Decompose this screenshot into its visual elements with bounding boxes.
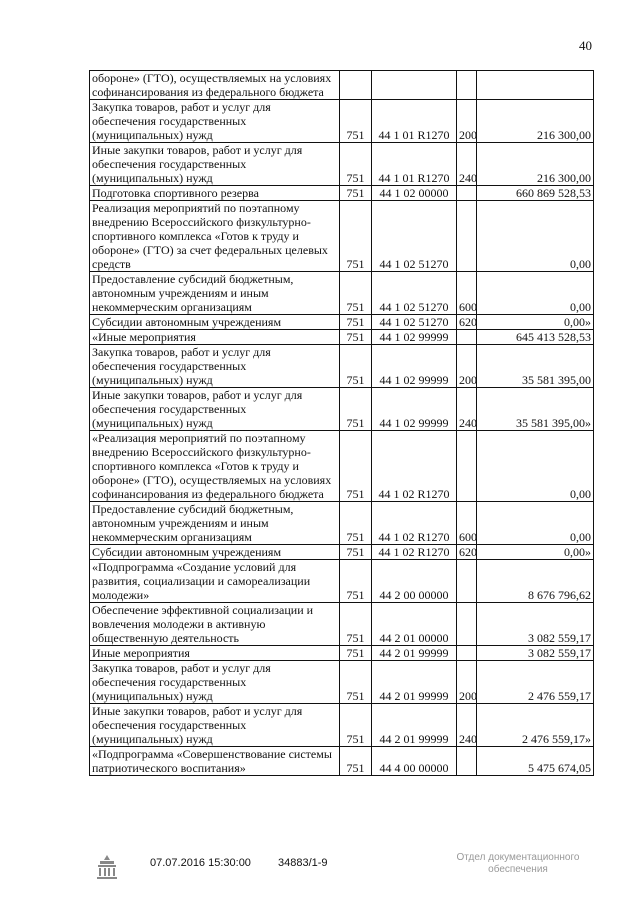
row-admin-code: 751 (340, 186, 372, 201)
row-expense-type (457, 330, 477, 345)
row-admin-code: 751 (340, 603, 372, 646)
table-row (90, 272, 594, 315)
emblem-icon (92, 852, 122, 882)
row-expense-type (457, 747, 477, 776)
row-amount: 0,00» (477, 315, 594, 330)
row-target-code: 44 1 02 00000 (372, 186, 457, 201)
row-name: «Подпрограмма «Совершенствование системы патриотического воспитания» (90, 747, 340, 776)
row-admin-code: 751 (340, 646, 372, 661)
row-admin-code (340, 71, 372, 100)
footer-datetime: 07.07.2016 15:30:00 (150, 857, 251, 869)
row-expense-type (457, 431, 477, 502)
footer-department-stamp: Отдел документационного обеспечения (456, 852, 580, 875)
footer-doc-number: 34883/1-9 (278, 857, 328, 869)
row-target-code: 44 2 01 99999 (372, 661, 457, 704)
table-row (90, 704, 594, 747)
row-expense-type (457, 201, 477, 272)
page-number: 40 (579, 38, 592, 53)
row-name: Субсидии автономным учреждениям (90, 315, 340, 330)
row-expense-type: 200 (457, 661, 477, 704)
row-expense-type: 200 (457, 345, 477, 388)
table-row (90, 560, 594, 603)
row-amount: 216 300,00 (477, 143, 594, 186)
table-row (90, 330, 594, 345)
row-target-code: 44 2 01 99999 (372, 704, 457, 747)
table-row (90, 502, 594, 545)
row-target-code: 44 1 02 51270 (372, 272, 457, 315)
row-admin-code: 751 (340, 100, 372, 143)
row-name: Иные мероприятия (90, 646, 340, 661)
row-admin-code: 751 (340, 388, 372, 431)
table-row (90, 143, 594, 186)
row-target-code: 44 1 02 R1270 (372, 502, 457, 545)
table-row (90, 603, 594, 646)
row-target-code: 44 1 02 R1270 (372, 431, 457, 502)
row-amount: 0,00 (477, 201, 594, 272)
table-row (90, 747, 594, 776)
row-admin-code: 751 (340, 330, 372, 345)
row-amount: 0,00 (477, 272, 594, 315)
row-expense-type: 600 (457, 502, 477, 545)
row-admin-code: 751 (340, 747, 372, 776)
row-target-code: 44 1 02 51270 (372, 201, 457, 272)
row-name: Иные закупки товаров, работ и услуг для обеспечения государственных (муниципальных) нужд (90, 388, 340, 431)
table-row (90, 315, 594, 330)
table-row (90, 201, 594, 272)
row-target-code: 44 2 00 00000 (372, 560, 457, 603)
row-target-code: 44 2 01 99999 (372, 646, 457, 661)
row-name: «Иные мероприятия (90, 330, 340, 345)
table-row (90, 186, 594, 201)
row-amount: 645 413 528,53 (477, 330, 594, 345)
row-amount: 3 082 559,17 (477, 603, 594, 646)
row-admin-code: 751 (340, 272, 372, 315)
budget-table (89, 70, 594, 776)
row-expense-type: 240 (457, 143, 477, 186)
row-name: «Реализация мероприятий по поэтапному внедрению Всероссийского физкультурно-спортивного комплекса «Готов к труду и обороне» (ГТО), осуществляемых на условиях софинансирования из федерального бюджета (90, 431, 340, 502)
row-name: Закупка товаров, работ и услуг для обеспечения государственных (муниципальных) нужд (90, 661, 340, 704)
row-amount: 2 476 559,17» (477, 704, 594, 747)
row-target-code: 44 1 02 99999 (372, 330, 457, 345)
row-expense-type (457, 186, 477, 201)
table-row (90, 71, 594, 100)
table-row (90, 388, 594, 431)
row-amount: 3 082 559,17 (477, 646, 594, 661)
row-name: Иные закупки товаров, работ и услуг для обеспечения государственных (муниципальных) нужд (90, 143, 340, 186)
table-row (90, 345, 594, 388)
row-admin-code: 751 (340, 345, 372, 388)
row-target-code: 44 1 02 99999 (372, 388, 457, 431)
table-row (90, 646, 594, 661)
table-row (90, 100, 594, 143)
row-amount: 0,00 (477, 502, 594, 545)
row-target-code: 44 1 01 R1270 (372, 143, 457, 186)
table-row (90, 545, 594, 560)
row-expense-type: 600 (457, 272, 477, 315)
row-target-code: 44 1 02 R1270 (372, 545, 457, 560)
row-expense-type: 240 (457, 704, 477, 747)
row-name: Предоставление субсидий бюджетным, автономным учреждениям и иным некоммерческим организациям (90, 272, 340, 315)
row-amount: 660 869 528,53 (477, 186, 594, 201)
row-admin-code: 751 (340, 201, 372, 272)
row-name: Подготовка спортивного резерва (90, 186, 340, 201)
row-target-code: 44 1 02 99999 (372, 345, 457, 388)
row-name: Иные закупки товаров, работ и услуг для обеспечения государственных (муниципальных) нужд (90, 704, 340, 747)
row-name: Закупка товаров, работ и услуг для обеспечения государственных (муниципальных) нужд (90, 345, 340, 388)
row-admin-code: 751 (340, 143, 372, 186)
row-admin-code: 751 (340, 545, 372, 560)
row-amount: 8 676 796,62 (477, 560, 594, 603)
row-expense-type: 240 (457, 388, 477, 431)
row-name: «Подпрограмма «Создание условий для развития, социализации и самореализации молодежи» (90, 560, 340, 603)
row-target-code: 44 1 02 51270 (372, 315, 457, 330)
table-row (90, 661, 594, 704)
row-amount: 0,00» (477, 545, 594, 560)
budget-table-body (90, 71, 594, 776)
row-admin-code: 751 (340, 560, 372, 603)
row-amount: 35 581 395,00» (477, 388, 594, 431)
row-target-code: 44 4 00 00000 (372, 747, 457, 776)
row-name: обороне» (ГТО), осуществляемых на условиях софинансирования из федерального бюджета (90, 71, 340, 100)
row-expense-type (457, 646, 477, 661)
row-amount (477, 71, 594, 100)
row-name: Предоставление субсидий бюджетным, автономным учреждениям и иным некоммерческим организациям (90, 502, 340, 545)
row-expense-type: 200 (457, 100, 477, 143)
row-admin-code: 751 (340, 315, 372, 330)
row-expense-type (457, 560, 477, 603)
row-admin-code: 751 (340, 431, 372, 502)
row-admin-code: 751 (340, 502, 372, 545)
row-name: Закупка товаров, работ и услуг для обеспечения государственных (муниципальных) нужд (90, 100, 340, 143)
row-expense-type (457, 603, 477, 646)
row-expense-type: 620 (457, 315, 477, 330)
table-row (90, 431, 594, 502)
row-expense-type: 620 (457, 545, 477, 560)
row-target-code: 44 1 01 R1270 (372, 100, 457, 143)
row-target-code (372, 71, 457, 100)
row-amount: 216 300,00 (477, 100, 594, 143)
row-amount: 5 475 674,05 (477, 747, 594, 776)
row-name: Реализация мероприятий по поэтапному внедрению Всероссийского физкультурно-спортивного комплекса «Готов к труду и обороне» (ГТО) за счет федеральных целевых средств (90, 201, 340, 272)
row-amount: 0,00 (477, 431, 594, 502)
row-name: Обеспечение эффективной социализации и вовлечения молодежи в активную общественную деятельность (90, 603, 340, 646)
row-admin-code: 751 (340, 704, 372, 747)
row-amount: 2 476 559,17 (477, 661, 594, 704)
row-expense-type (457, 71, 477, 100)
row-name: Субсидии автономным учреждениям (90, 545, 340, 560)
row-amount: 35 581 395,00 (477, 345, 594, 388)
row-admin-code: 751 (340, 661, 372, 704)
row-target-code: 44 2 01 00000 (372, 603, 457, 646)
